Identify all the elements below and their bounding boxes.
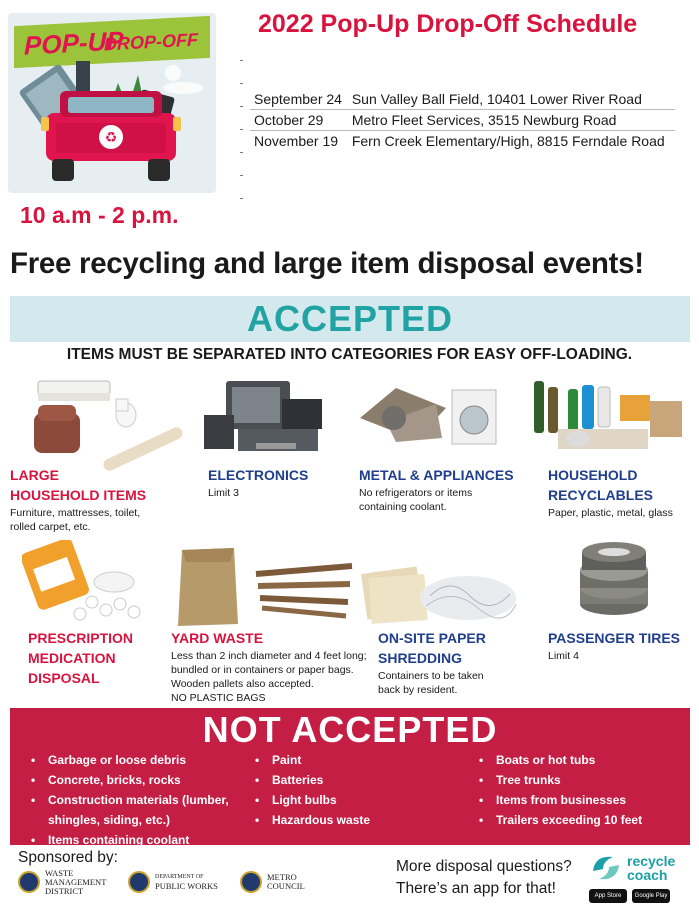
category-large-household-items bbox=[10, 465, 146, 534]
sponsor-name-line: MANAGEMENT bbox=[45, 876, 107, 887]
category-title: ELECTRONICS bbox=[208, 467, 309, 483]
app-promo-line: There’s an app for that! bbox=[396, 880, 556, 897]
schedule-row bbox=[250, 110, 675, 131]
sponsor-name-line: DEPARTMENT OF bbox=[155, 874, 204, 880]
schedule-divider bbox=[240, 60, 244, 220]
large-household-items-image bbox=[28, 373, 193, 473]
app-store-badge[interactable]: App Store bbox=[589, 889, 627, 903]
list-item: • Light bulbs bbox=[252, 790, 370, 810]
category-title: PRESCRIPTION bbox=[28, 630, 134, 646]
pickup-truck-illustration bbox=[8, 13, 216, 193]
category-description: Less than 2 inch diameter and 4 feet long; bbox=[171, 650, 367, 662]
schedule-location: Metro Fleet Services, 3515 Newburg Road bbox=[348, 110, 675, 131]
schedule-row bbox=[250, 89, 675, 110]
event-time: 10 a.m - 2 p.m. bbox=[20, 202, 179, 228]
list-item: • Paint bbox=[252, 750, 370, 770]
sponsor-name-line: METRO bbox=[267, 872, 297, 882]
separation-note: ITEMS MUST BE SEPARATED INTO CATEGORIES FOR EASY OFF-LOADING. bbox=[66, 346, 633, 363]
list-item: • Batteries bbox=[252, 770, 370, 790]
logo-text-line1: POP-UP bbox=[24, 25, 124, 61]
sponsor-name-line: PUBLIC WORKS bbox=[155, 881, 218, 891]
metal-appliances-image bbox=[356, 378, 506, 450]
category-description: rolled carpet, etc. bbox=[10, 521, 91, 533]
sponsor-waste-management-district bbox=[18, 869, 106, 895]
schedule-date: October 29 bbox=[250, 110, 348, 131]
schedule-location: Sun Valley Ball Field, 10401 Lower River Road bbox=[348, 89, 675, 110]
category-title: HOUSEHOLD ITEMS bbox=[10, 487, 147, 503]
google-play-badge[interactable]: Google Play bbox=[632, 889, 670, 903]
sponsor-name-line: DISTRICT bbox=[45, 885, 84, 896]
schedule-date: November 19 bbox=[254, 133, 339, 149]
app-promo-line: More disposal questions? bbox=[396, 858, 572, 875]
list-item: • Construction materials (lumber, bbox=[28, 790, 229, 810]
sponsor-metro-council bbox=[240, 869, 305, 895]
list-item: • Boats or hot tubs bbox=[476, 750, 642, 770]
pop-up-drop-off-logo bbox=[8, 13, 216, 193]
category-description: Limit 3 bbox=[208, 487, 239, 499]
list-item: • Garbage or loose debris bbox=[28, 750, 229, 770]
category-description: Wooden pallets also accepted. bbox=[171, 678, 314, 690]
category-title: LARGE bbox=[10, 467, 59, 483]
schedule-table bbox=[250, 89, 675, 151]
svg-text:♻: ♻ bbox=[104, 130, 118, 146]
category-description: Limit 4 bbox=[548, 650, 579, 662]
app-name-line: coach bbox=[627, 867, 668, 883]
category-yard-waste bbox=[171, 628, 367, 705]
category-description: bundled or in containers or paper bags. bbox=[171, 664, 354, 676]
list-item: • Hazardous waste bbox=[252, 810, 370, 830]
sponsor-public-works bbox=[128, 869, 218, 895]
not-accepted-panel bbox=[10, 708, 690, 845]
category-title: RECYCLABLES bbox=[548, 487, 654, 503]
category-description: Paper, plastic, metal, glass bbox=[548, 507, 673, 519]
category-title: YARD WASTE bbox=[171, 630, 264, 646]
category-title: METAL & APPLIANCES bbox=[359, 467, 514, 483]
category-description: back by resident. bbox=[378, 684, 458, 696]
list-item: • Items containing coolant bbox=[28, 830, 229, 850]
recycle-coach-name bbox=[627, 854, 675, 882]
category-description: Containers to be taken bbox=[378, 670, 484, 682]
category-description: containing coolant. bbox=[359, 501, 447, 513]
category-passenger-tires bbox=[548, 628, 680, 663]
category-paper-shredding bbox=[378, 628, 486, 697]
category-title: PASSENGER TIRES bbox=[548, 630, 680, 646]
list-item: • Tree trunks bbox=[476, 770, 642, 790]
list-item: • Trailers exceeding 10 feet bbox=[476, 810, 642, 830]
category-title: MEDICATION bbox=[28, 650, 116, 666]
category-metal-appliances bbox=[359, 465, 514, 514]
schedule-location: Fern Creek Elementary/High, 8815 Ferndale Road bbox=[351, 133, 665, 149]
accepted-heading: ACCEPTED bbox=[246, 298, 454, 339]
list-item: • Concrete, bricks, rocks bbox=[28, 770, 229, 790]
logo-text-line2: DROP-OFF bbox=[104, 29, 198, 55]
list-item-continuation: shingles, siding, etc.) bbox=[48, 813, 171, 827]
category-title: ON-SITE PAPER bbox=[378, 630, 486, 646]
not-accepted-list-3 bbox=[476, 750, 642, 830]
app-name-line: recycle bbox=[627, 853, 676, 869]
category-household-recyclables bbox=[548, 465, 673, 520]
category-description: Furniture, mattresses, toilet, bbox=[10, 507, 141, 519]
category-description: No refrigerators or items bbox=[359, 487, 473, 499]
accepted-banner bbox=[10, 296, 690, 342]
household-recyclables-image bbox=[528, 373, 688, 461]
sponsored-by-label: Sponsored by: bbox=[18, 849, 118, 866]
schedule-row bbox=[250, 131, 675, 152]
category-title: HOUSEHOLD bbox=[548, 467, 638, 483]
recycle-coach-logo-icon bbox=[589, 851, 623, 885]
paper-shredding-image bbox=[360, 556, 525, 628]
category-title: DISPOSAL bbox=[28, 670, 100, 686]
electronics-image bbox=[198, 373, 333, 465]
schedule-date: September 24 bbox=[250, 89, 348, 110]
not-accepted-list-2 bbox=[252, 750, 370, 830]
category-title: SHREDDING bbox=[378, 650, 463, 666]
not-accepted-heading: NOT ACCEPTED bbox=[202, 709, 498, 750]
city-seal-icon bbox=[18, 871, 40, 893]
category-prescription-medication bbox=[28, 628, 133, 688]
passenger-tires-image bbox=[572, 540, 657, 620]
yard-waste-image bbox=[176, 540, 356, 630]
headline: Free recycling and large item disposal events! bbox=[10, 247, 644, 280]
category-electronics bbox=[208, 465, 308, 500]
city-seal-icon bbox=[240, 871, 262, 893]
sponsor-name-line: WASTE bbox=[45, 867, 74, 878]
prescription-medication-image bbox=[22, 540, 162, 626]
city-seal-icon bbox=[128, 871, 150, 893]
page-title: 2022 Pop-Up Drop-Off Schedule bbox=[258, 10, 638, 38]
list-item: • Items from businesses bbox=[476, 790, 642, 810]
sponsor-name-line: COUNCIL bbox=[267, 881, 305, 891]
category-description: NO PLASTIC BAGS bbox=[171, 692, 266, 704]
app-promo-text bbox=[396, 856, 572, 900]
not-accepted-list-1 bbox=[28, 750, 229, 850]
